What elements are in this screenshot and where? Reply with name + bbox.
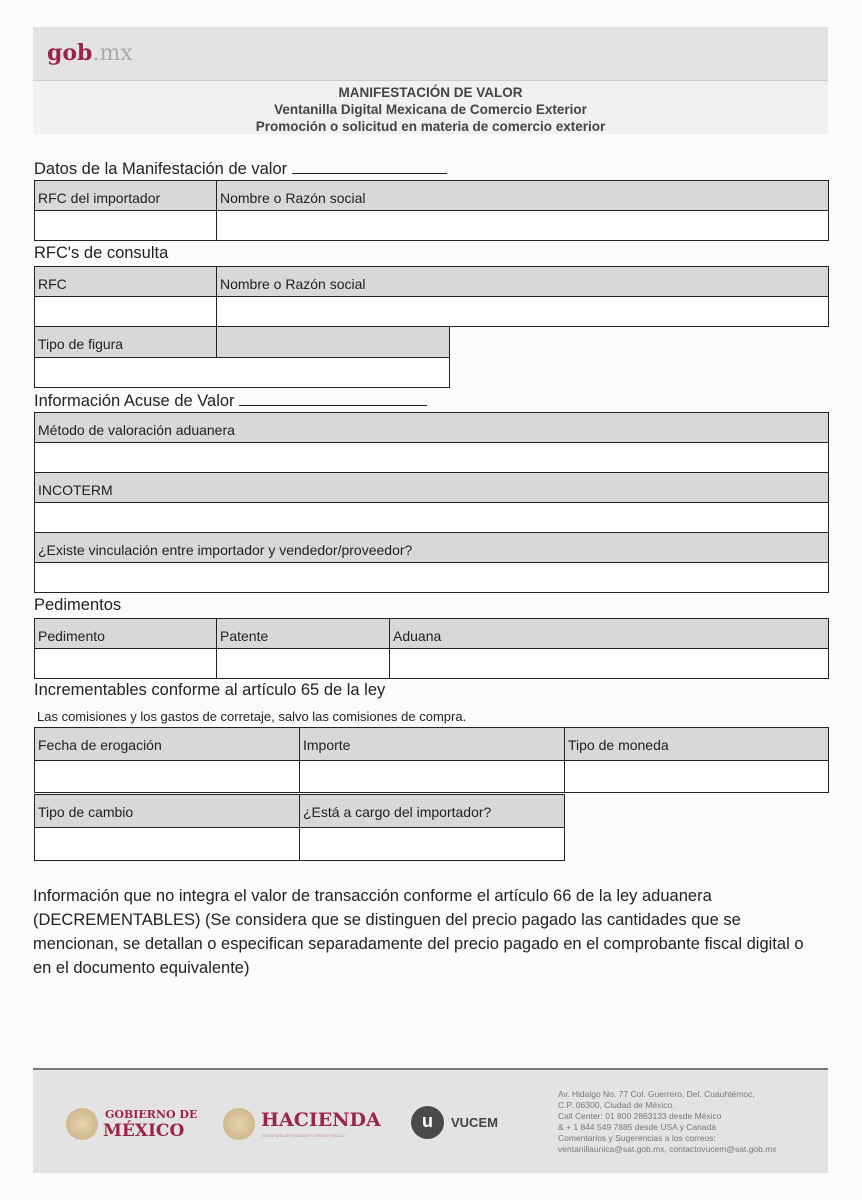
label-tipo-cambio: Tipo de cambio <box>34 794 300 828</box>
vucem-logo-text: VUCEM <box>451 1115 498 1130</box>
label-cargo-importador: ¿Está a cargo del importador? <box>299 794 565 828</box>
mexico-seal-icon <box>66 1108 98 1140</box>
footer <box>33 1068 828 1173</box>
section-title: Pedimentos <box>34 596 122 614</box>
contact-address: Av. Hidalgo No. 77 Col. Guerrero, Del. Cuauhtémoc, C.P. 06300, Ciudad de México. Call Center: 01 800 2863133 desde México & + 1 844 549 7885 desde USA y Canadá Comentarios y Sugerencias a los correos: ventanillaunica@sat.gob.mx, contactovucem@sat.gob.mx <box>558 1089 777 1154</box>
pedimento-field[interactable] <box>34 648 217 679</box>
label-tipo-figura: Tipo de figura <box>34 326 217 358</box>
tipo-cambio-field[interactable] <box>34 827 300 861</box>
fecha-erogacion-field[interactable] <box>34 760 300 793</box>
gobierno-logo-line2: MÉXICO <box>103 1121 185 1141</box>
rfc-importador-field[interactable] <box>34 210 217 241</box>
rfc-field[interactable] <box>34 296 217 327</box>
vucem-logo-icon: u <box>411 1106 444 1139</box>
section-title: RFC's de consulta <box>34 244 169 262</box>
decrementables-paragraph: Información que no integra el valor de transacción conforme el artículo 66 de la ley aduanera (DECREMENTABLES) (Se considera que se distinguen del precio pagado las cantidades que se mencionan, se detallan o especifican separadamente del precio pagado en el comprobante fiscal digital o en el documento equivalente) <box>33 887 804 977</box>
form-title-block <box>33 81 828 134</box>
vinculacion-field[interactable] <box>34 562 829 593</box>
section-title: Información Acuse de Valor <box>34 391 427 411</box>
form-subtitle: Ventanilla Digital Mexicana de Comercio Exterior <box>274 102 587 117</box>
label-tipo-moneda: Tipo de moneda <box>564 727 829 761</box>
hacienda-logo: HACIENDA <box>261 1109 381 1131</box>
razon-social-field[interactable] <box>216 296 829 327</box>
label-incoterm: INCOTERM <box>34 472 829 503</box>
aduana-field[interactable] <box>389 648 829 679</box>
label-patente: Patente <box>216 618 390 649</box>
label-metodo-valoracion: Método de valoración aduanera <box>34 412 829 443</box>
tipo-moneda-field[interactable] <box>564 760 829 793</box>
label-razon-social: Nombre o Razón social <box>216 180 829 211</box>
label-fecha-erogacion: Fecha de erogación <box>34 727 300 761</box>
tipo-figura-field[interactable] <box>34 357 450 388</box>
label-pedimento: Pedimento <box>34 618 217 649</box>
label-rfc-importador: RFC del importador <box>34 180 217 211</box>
metodo-valoracion-field[interactable] <box>34 442 829 473</box>
section-title: Incrementables conforme al artículo 65 de la ley <box>34 681 386 699</box>
gobierno-logo-line1: GOBIERNO DE <box>105 1108 198 1121</box>
gobmx-logo[interactable]: gob.mx <box>47 40 133 66</box>
hacienda-subtitle: SECRETARÍA DE HACIENDA Y CRÉDITO PÚBLICO <box>262 1134 345 1138</box>
incoterm-field[interactable] <box>34 502 829 533</box>
cargo-importador-field[interactable] <box>299 827 565 861</box>
label-importe: Importe <box>299 727 565 761</box>
header-bar <box>33 27 828 81</box>
label-aduana: Aduana <box>389 618 829 649</box>
header-cell <box>216 326 450 358</box>
label-razon-social: Nombre o Razón social <box>216 266 829 297</box>
hacienda-seal-icon <box>223 1108 255 1140</box>
section-note: Las comisiones y los gastos de corretaje, salvo las comisiones de compra. <box>37 709 467 724</box>
patente-field[interactable] <box>216 648 390 679</box>
section-title: Datos de la Manifestación de valor <box>34 159 447 179</box>
razon-social-field[interactable] <box>216 210 829 241</box>
form-subtitle: Promoción o solicitud en materia de comercio exterior <box>255 119 606 134</box>
label-rfc: RFC <box>34 266 217 297</box>
importe-field[interactable] <box>299 760 565 793</box>
form-title: MANIFESTACIÓN DE VALOR <box>338 85 523 100</box>
label-vinculacion: ¿Existe vinculación entre importador y vendedor/proveedor? <box>34 532 829 563</box>
